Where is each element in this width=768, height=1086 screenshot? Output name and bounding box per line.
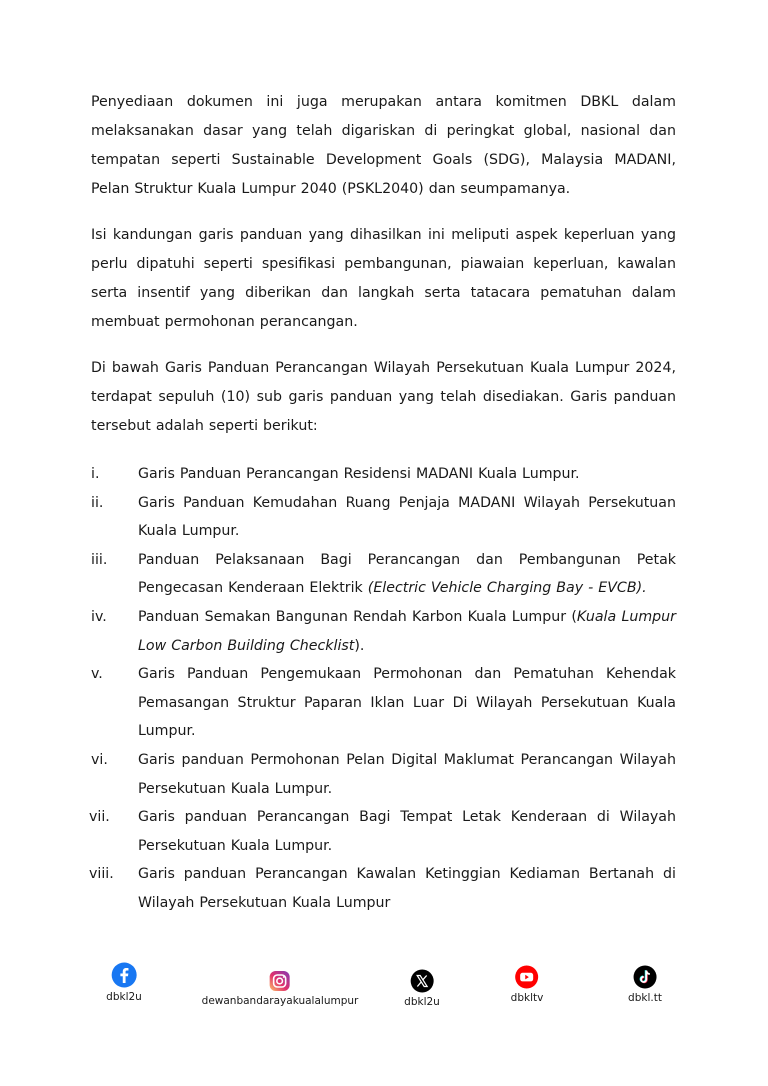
guideline-list bbox=[91, 460, 676, 918]
list-item bbox=[91, 860, 676, 917]
list-number: vii. bbox=[89, 809, 110, 826]
list-text: Garis panduan Perancangan Kawalan Ketinggian Kediaman Bertanah di Wilayah Persekutuan Kuala Lumpur bbox=[138, 866, 676, 911]
list-number: i. bbox=[91, 466, 100, 482]
list-text: Garis Panduan Pengemukaan Permohonan dan Pematuhan Kehendak Pemasangan Struktur Paparan Iklan Luar Di Wilayah Persekutuan Kuala Lumpur. bbox=[138, 666, 676, 740]
list-text: Panduan Semakan Bangunan Rendah Karbon Kuala Lumpur ( bbox=[138, 608, 577, 625]
social-label: dbkl2u bbox=[106, 991, 142, 1003]
list-text-after: ). bbox=[354, 637, 365, 654]
list-text: Garis Panduan Kemudahan Ruang Penjaja MADANI Wilayah Persekutuan Kuala Lumpur. bbox=[138, 494, 676, 540]
list-text: Panduan Pelaksanaan Bagi Perancangan dan Pembangunan Petak Pengecasan Kenderaan Elektrik bbox=[138, 551, 676, 597]
paragraph-sub-guidelines: Di bawah Garis Panduan Perancangan Wilayah Persekutuan Kuala Lumpur 2024, terdapat sepuluh (10) sub garis panduan yang telah disediakan. Garis panduan tersebut adalah seperti berikut: bbox=[91, 360, 676, 434]
list-text-italic: (Electric Vehicle Charging Bay - EVCB). bbox=[367, 580, 647, 597]
list-item bbox=[91, 803, 676, 860]
social-youtube[interactable] bbox=[511, 965, 544, 1004]
list-item bbox=[91, 489, 676, 546]
instagram-icon bbox=[269, 970, 291, 992]
list-item bbox=[91, 460, 676, 489]
social-facebook[interactable] bbox=[106, 962, 142, 1003]
list-item bbox=[91, 746, 676, 803]
list-number: viii. bbox=[89, 866, 114, 883]
social-label: dbkl.tt bbox=[628, 992, 662, 1004]
social-label: dbkltv bbox=[510, 992, 544, 1004]
tiktok-icon bbox=[633, 965, 657, 989]
list-number: v. bbox=[91, 666, 103, 683]
social-label: dewanbandarayakualalumpur bbox=[201, 995, 359, 1007]
paragraph-commitment: Penyediaan dokumen ini juga merupakan antara komitmen DBKL dalam melaksanakan dasar yang telah digariskan di peringkat global, nasional dan tempatan seperti Sustainable Development Goals (SDG), Malaysia MADANI, Pelan Struktur Kuala Lumpur 2040 (PSKL2040) dan seumpamanya. bbox=[91, 94, 676, 197]
list-text: Garis panduan Perancangan Bagi Tempat Letak Kenderaan di Wilayah Persekutuan Kuala Lumpur. bbox=[138, 809, 676, 854]
social-label: dbkl2u bbox=[404, 996, 440, 1008]
social-x[interactable] bbox=[404, 969, 440, 1008]
list-item bbox=[91, 603, 676, 660]
x-icon bbox=[410, 969, 434, 993]
list-text: Garis Panduan Perancangan Residensi MADANI Kuala Lumpur. bbox=[138, 466, 580, 482]
list-number: vi. bbox=[91, 751, 108, 768]
paragraph-content-scope: Isi kandungan garis panduan yang dihasilkan ini meliputi aspek keperluan yang perlu dipatuhi seperti spesifikasi pembangunan, piawaian keperluan, kawalan serta insentif yang diberikan dan langkah serta tatacara pematuhan dalam membuat permohonan perancangan. bbox=[91, 227, 676, 330]
list-item bbox=[91, 660, 676, 746]
document-body bbox=[91, 88, 676, 918]
list-number: iii. bbox=[91, 551, 108, 568]
list-number: iv. bbox=[91, 608, 107, 625]
list-number: ii. bbox=[91, 494, 104, 511]
facebook-icon bbox=[111, 962, 137, 988]
list-item bbox=[91, 546, 676, 603]
list-text-italic: Kuala Lumpur Low Carbon Building Checklist bbox=[138, 608, 676, 654]
social-instagram[interactable] bbox=[202, 970, 359, 1007]
youtube-icon bbox=[515, 965, 539, 989]
social-footer bbox=[0, 962, 768, 1022]
list-text: Garis panduan Permohonan Pelan Digital Maklumat Perancangan Wilayah Persekutuan Kuala Lumpur. bbox=[138, 751, 676, 797]
social-tiktok[interactable] bbox=[628, 965, 662, 1004]
